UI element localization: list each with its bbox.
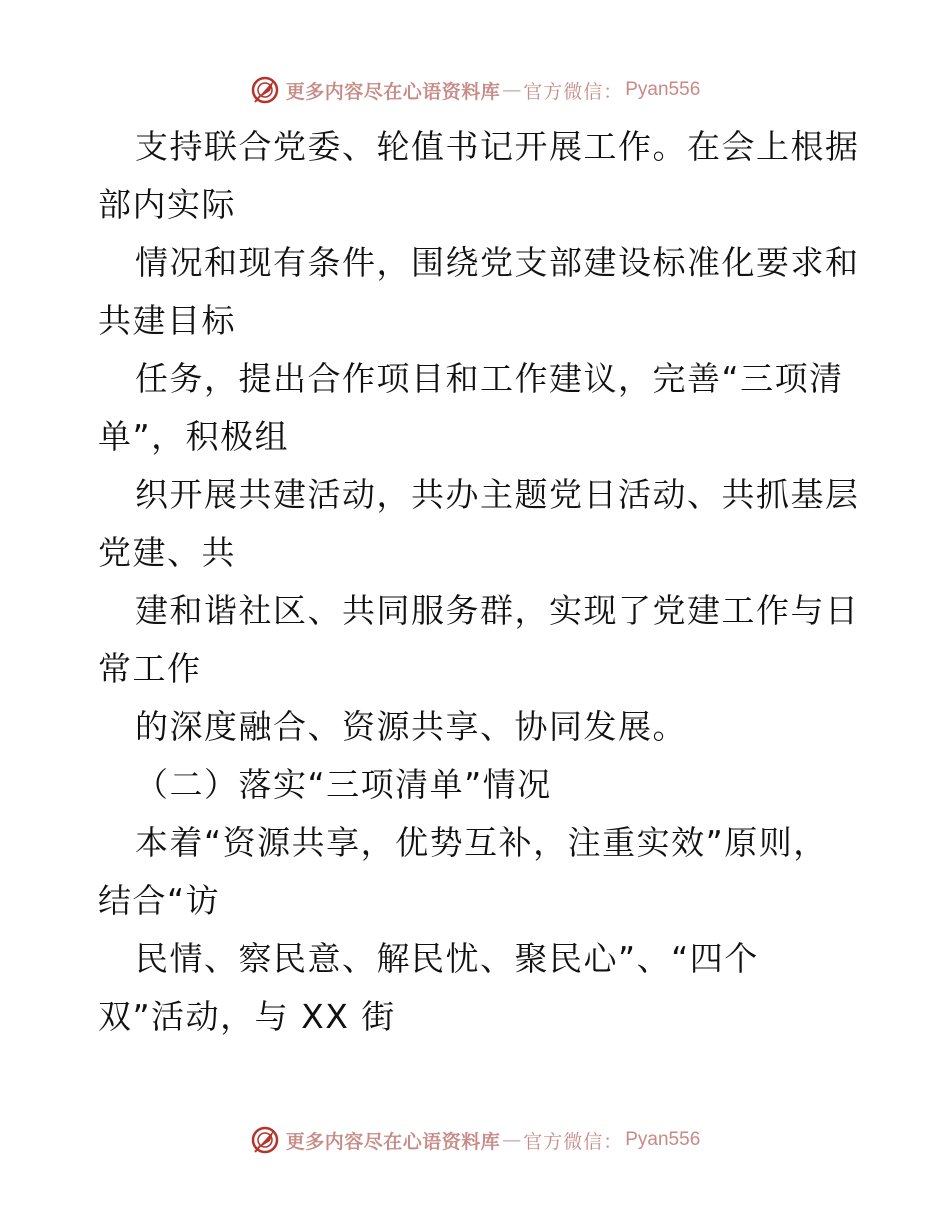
- text-line: 任务，提出合作项目和工作建议，完善“三项清: [135, 359, 844, 398]
- text-line: 情况和现有条件，围绕党支部建设标准化要求和: [135, 243, 860, 282]
- text-line: 支持联合党委、轮值书记开展工作。在会上根据: [135, 127, 860, 166]
- quill-logo-icon: [250, 1125, 280, 1155]
- text-line: 党建、共: [98, 533, 236, 572]
- banner-title: 更多内容尽在心语资料库: [285, 1130, 501, 1153]
- text-line: 的深度融合、资源共享、协同发展。: [135, 707, 687, 746]
- banner-wechat-label: 官方微信：: [523, 80, 624, 103]
- footer-banner[interactable]: [0, 1120, 950, 1160]
- quill-logo-icon: [250, 75, 280, 105]
- banner-dash: —: [502, 79, 522, 101]
- text-line: 织开展共建活动，共办主题党日活动、共抓基层: [135, 475, 860, 514]
- text-line: 部内实际: [98, 185, 236, 224]
- text-line: 建和谐社区、共同服务群，实现了党建工作与日: [135, 591, 860, 630]
- banner-wechat-label: 官方微信：: [523, 1130, 624, 1153]
- banner-wechat-id: Pyan556: [625, 1129, 701, 1150]
- text-line: 共建目标: [98, 301, 236, 340]
- banner-wechat-id: Pyan556: [625, 79, 701, 100]
- text-line: 双”活动，与 XX 街: [98, 997, 396, 1036]
- text-line: 结合“访: [98, 881, 221, 920]
- text-line: 单”，积极组: [98, 417, 290, 456]
- text-line: 民情、察民意、解民忧、聚民心”、“四个: [135, 939, 759, 978]
- banner-title: 更多内容尽在心语资料库: [285, 80, 501, 103]
- banner-dash: —: [502, 1129, 522, 1151]
- header-banner[interactable]: [0, 70, 950, 110]
- section-heading: （二）落实“三项清单”情况: [135, 765, 552, 804]
- text-line: 本着“资源共享，优势互补，注重实效”原则，: [135, 823, 828, 862]
- text-line: 常工作: [98, 649, 202, 688]
